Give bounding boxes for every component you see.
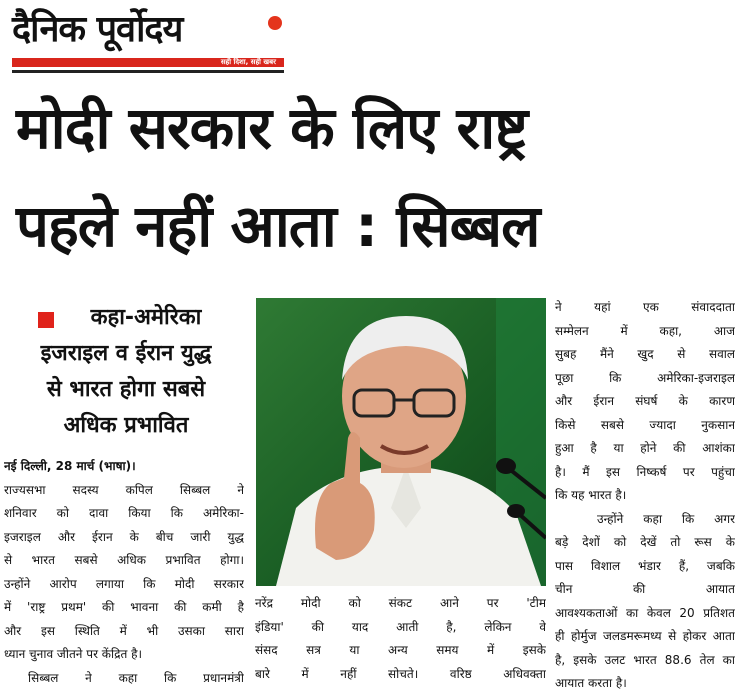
kicker-line: इजराइल व ईरान युद्ध — [40, 341, 212, 366]
headline-line-1: मोदी सरकार के लिए राष्ट्र — [16, 94, 528, 162]
dateline: नई दिल्ली, 28 मार्च (भाषा)। — [4, 459, 136, 473]
headline-line-2: पहले नहीं आता : सिब्बल — [16, 192, 540, 260]
body-line: है। मैं इस निष्कर्ष पर पहुंचा — [555, 464, 735, 479]
body-line: इंडिया' की याद आती है, लेकिन वे — [255, 619, 546, 634]
body-line: शनिवार को दावा किया कि अमेरिका- — [4, 506, 244, 520]
body-line: किसे सबसे ज्यादा नुकसान — [555, 417, 735, 432]
body-line: सिब्बल ने कहा कि प्रधानमंत्री — [28, 670, 244, 685]
body-column-right — [555, 296, 735, 692]
body-column-left — [4, 455, 244, 690]
body-line: से भारत सबसे अधिक प्रभावित होगा। — [4, 553, 244, 567]
body-line: हुआ है या होने की आशंका — [555, 441, 735, 455]
body-line: संसद सत्र या अन्य समय में इसके — [255, 643, 546, 657]
newspaper-name: दैनिक पूर्वोदय — [12, 9, 183, 50]
body-line: उन्होंने आरोप लगाया कि मोदी सरकार — [4, 576, 244, 591]
body-line: बड़े देशों को देखें तो रूस के — [555, 535, 735, 549]
speaker-photo-illustration — [256, 298, 546, 586]
body-line: ने यहां एक संवाददाता — [555, 300, 735, 314]
kicker-line: कहा-अमेरिका — [90, 305, 202, 330]
masthead-tagline: सही दिशा, सही खबर — [220, 58, 276, 66]
body-line: आवश्यकताओं का केवल 20 प्रतिशत — [555, 605, 735, 620]
logo-dot-icon — [268, 16, 282, 30]
body-line: पूछा कि अमेरिका-इजराइल — [555, 370, 735, 385]
body-line: इजराइल और ईरान के बीच जारी युद्ध — [4, 529, 244, 544]
body-line: सुबह मैंने खुद से सवाल — [555, 347, 735, 361]
body-line: पास विशाल भंडार हैं, जबकि — [555, 558, 735, 573]
body-line: सम्मेलन में कहा, आज — [555, 323, 735, 338]
body-line: और ईरान संघर्ष के कारण — [555, 394, 735, 408]
body-line: कि यह भारत है। — [555, 488, 627, 502]
body-line: है, इसके उलट भारत 88.6 तेल का — [555, 652, 735, 667]
masthead-divider — [12, 70, 284, 73]
body-line: राज्यसभा सदस्य कपिल सिब्बल ने — [4, 482, 244, 497]
body-line: और इस स्थिति में भी उसका सारा — [4, 623, 244, 638]
body-line: में 'राष्ट्र प्रथम' की भावना की कमी है — [4, 600, 244, 614]
body-line: आयात करता है। — [555, 676, 627, 690]
body-column-under-photo — [255, 592, 546, 686]
body-line: ही होर्मुज जलडमरूमध्य से होकर आता — [555, 629, 735, 643]
body-line: ध्यान चुनाव जीतने पर केंद्रित है। — [4, 647, 143, 661]
kicker-line: से भारत होगा सबसे — [46, 377, 206, 402]
body-line: नरेंद्र मोदी को संकट आने पर 'टीम — [255, 596, 546, 610]
body-line: बारे में नहीं सोचते। वरिष्ठ अधिवक्ता — [255, 666, 546, 681]
speaker-photo — [256, 298, 546, 586]
body-line: उन्होंने कहा कि अगर — [597, 511, 735, 526]
kicker — [10, 300, 242, 450]
kicker-line: अधिक प्रभावित — [63, 413, 189, 438]
masthead — [12, 4, 284, 74]
body-line: चीन की आयात — [555, 582, 735, 596]
